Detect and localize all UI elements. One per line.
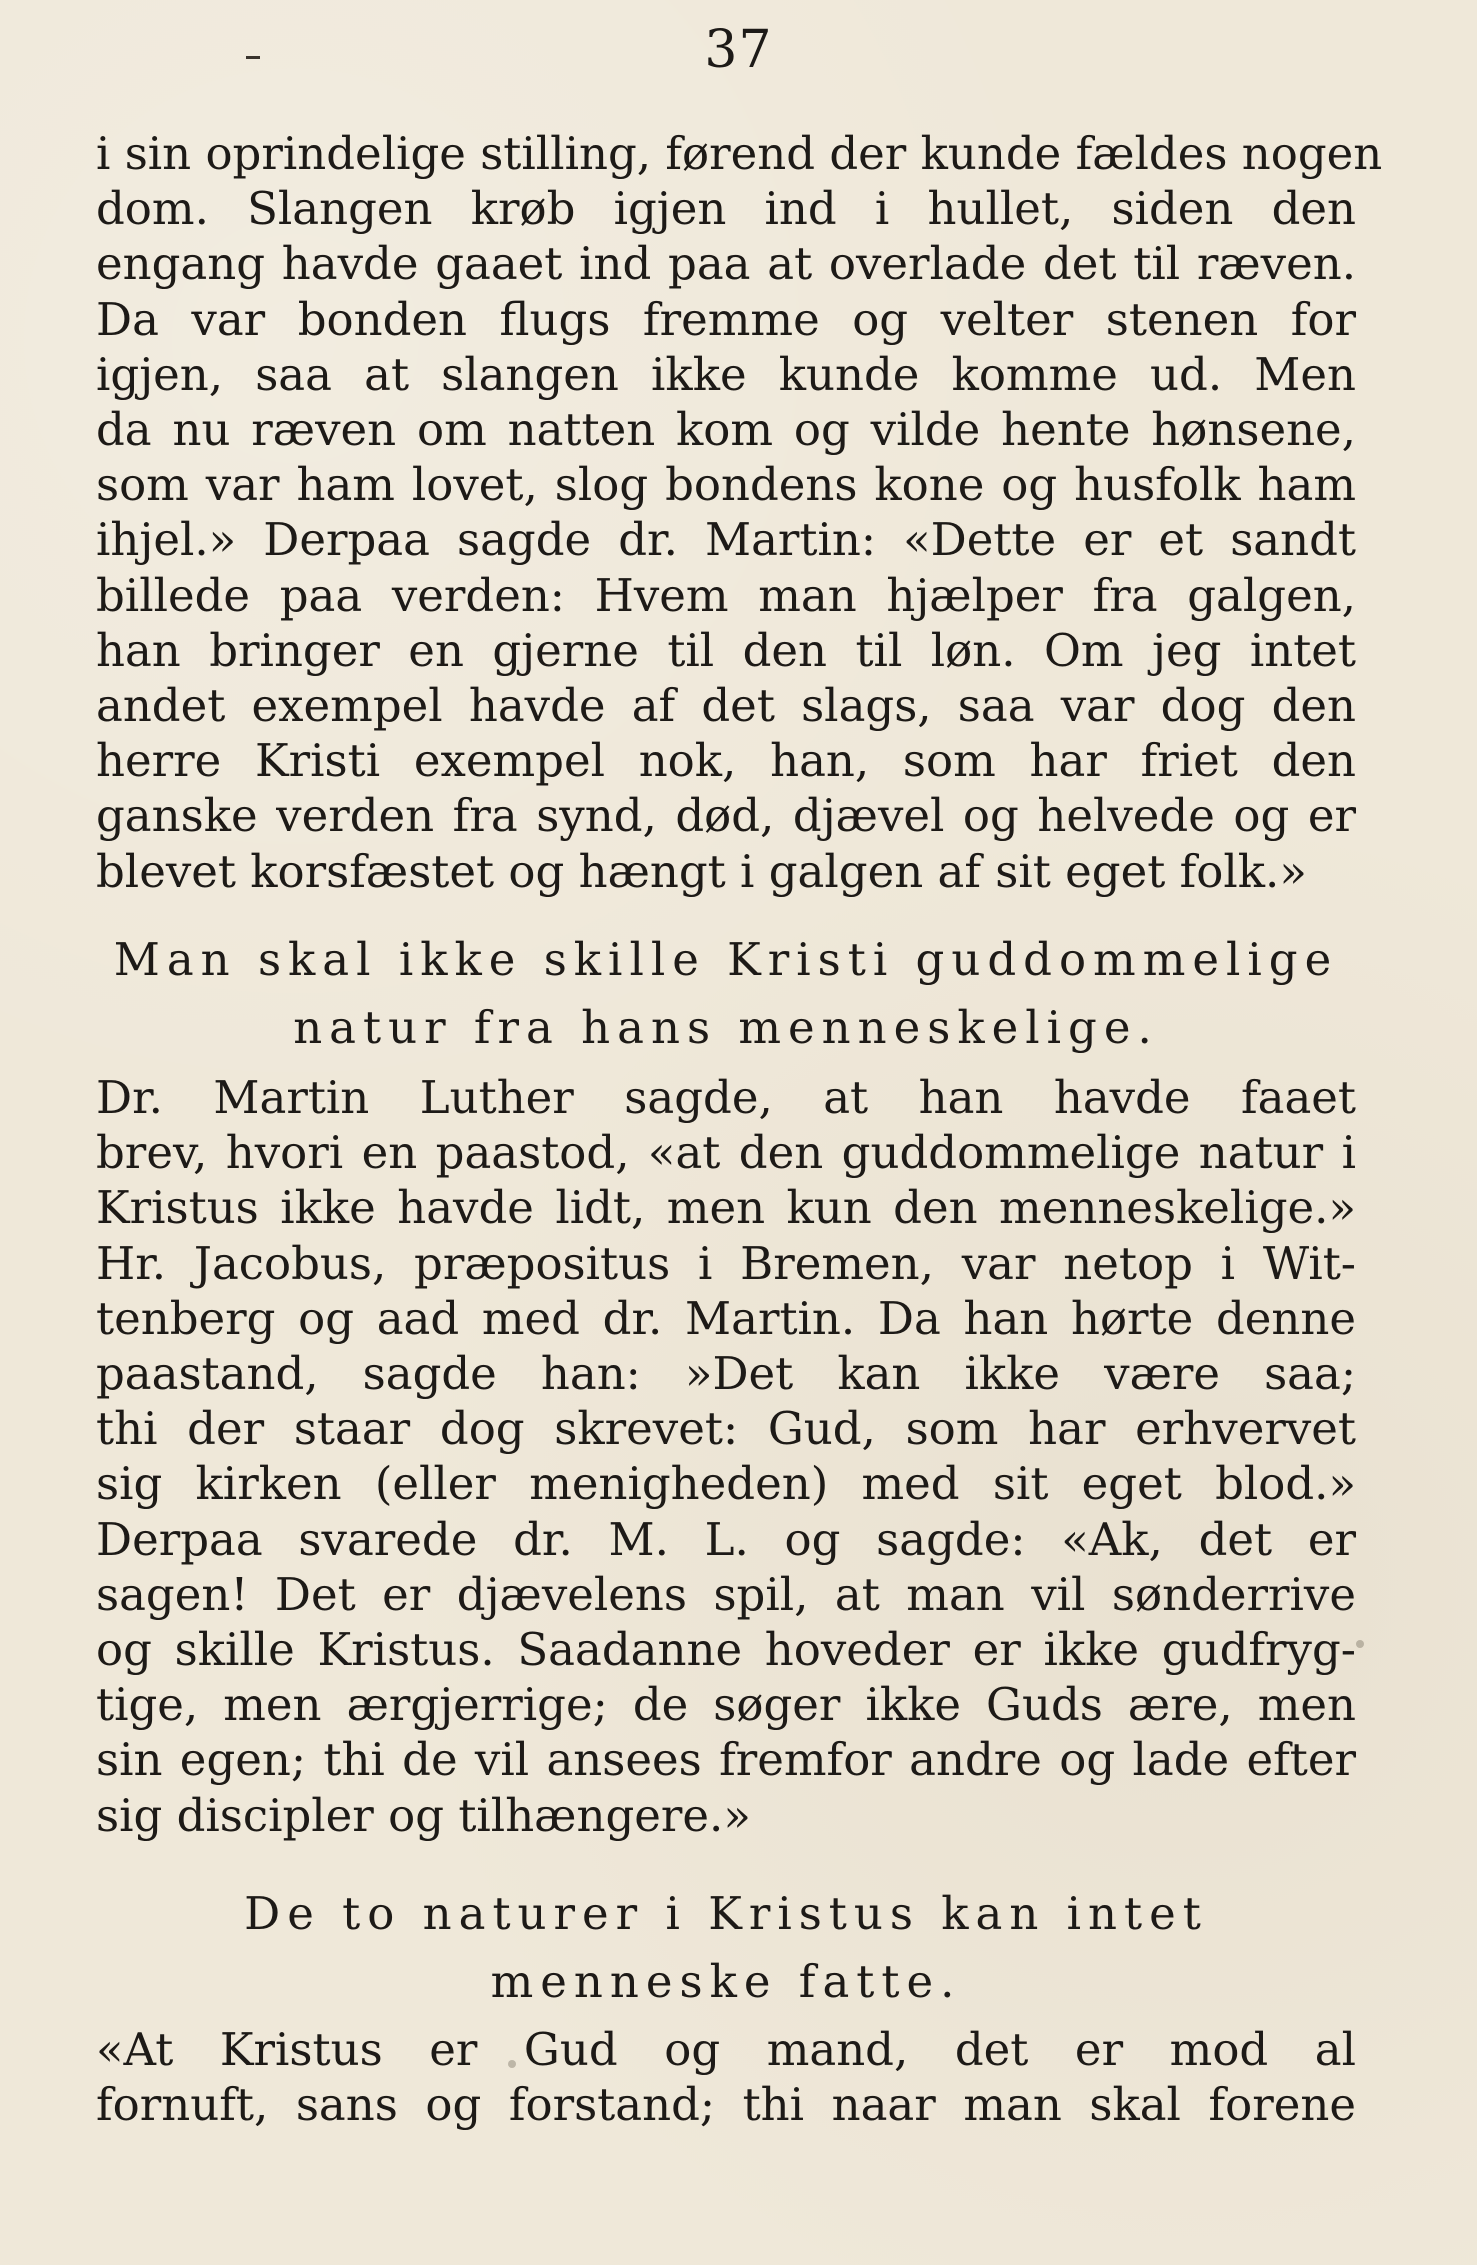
text-line: tenberg og aad med dr. Martin. Da han hørte denne <box>96 1291 1356 1345</box>
text-line: paastand, sagde han: »Det kan ikke være saa; <box>96 1347 1356 1401</box>
text-line: og skille Kristus. Saadanne hoveder er ikke gudfryg- <box>96 1623 1356 1677</box>
text-line: da nu ræven om natten kom og vilde hente hønsene, <box>96 403 1356 457</box>
text-line: sig kirken (eller menigheden) med sit eget blod.» <box>96 1457 1356 1511</box>
text-line: sagen! Det er djævelens spil, at man vil sønderrive <box>96 1567 1356 1621</box>
text-line: Da var bonden flugs fremme og velter stenen for <box>96 292 1356 346</box>
section-heading-guddommelige-natur <box>96 926 1356 1062</box>
text-line: andet exempel havde af det slags, saa var dog den <box>96 679 1356 733</box>
text-line: ihjel.» Derpaa sagde dr. Martin: «Dette er et sandt <box>96 513 1356 567</box>
page-number: 37 <box>704 20 773 80</box>
text-line: brev, hvori en paastod, «at den guddommelige natur i <box>96 1126 1356 1180</box>
heading-line: Man skal ikke skille Kristi guddommelige <box>113 933 1339 986</box>
text-line: Dr. Martin Luther sagde, at han havde faaet <box>96 1071 1356 1124</box>
paper-speck <box>1356 1640 1364 1648</box>
text-line: blevet korsfæstet og hængt i galgen af sit eget folk.» <box>96 844 1307 898</box>
text-line: thi der staar dog skrevet: Gud, som har erhvervet <box>96 1402 1356 1456</box>
text-line: ganske verden fra synd, død, djævel og helvede og er <box>96 789 1356 843</box>
heading-line: menneske fatte. <box>490 1955 962 2008</box>
paragraph-slangen-story <box>96 126 1383 899</box>
text-line: billede paa verden: Hvem man hjælper fra galgen, <box>96 568 1356 622</box>
text-line: han bringer en gjerne til den til løn. Om jeg intet <box>96 623 1356 677</box>
text-line: som var ham lovet, slog bondens kone og husfolk ham <box>96 458 1356 512</box>
text-line: engang havde gaaet ind paa at overlade det til ræven. <box>96 237 1356 291</box>
heading-line: De to naturer i Kristus kan intet <box>244 1887 1208 1940</box>
paragraph-luther-brev <box>96 1070 1356 1843</box>
text-line: «At Kristus er Gud og mand, det er mod al <box>96 2023 1356 2076</box>
text-line: tige, men ærgjerrige; de søger ikke Guds ære, men <box>96 1678 1356 1732</box>
text-line: fornuft, sans og forstand; thi naar man skal forene <box>96 2078 1356 2132</box>
text-line: Hr. Jacobus, præpositus i Bremen, var netop i Wit- <box>96 1236 1356 1290</box>
paragraph-kristus-gud-og-mand <box>96 2022 1356 2132</box>
text-line: herre Kristi exempel nok, han, som har friet den <box>96 734 1356 788</box>
text-line: sin egen; thi de vil ansees fremfor andre og lade efter <box>96 1733 1356 1787</box>
text-line: Kristus ikke havde lidt, men kun den menneskelige.» <box>96 1181 1356 1235</box>
text-line: Derpaa svarede dr. M. L. og sagde: «Ak, det er <box>96 1512 1356 1566</box>
paper-speck <box>508 2060 516 2068</box>
text-line: igjen, saa at slangen ikke kunde komme ud. Men <box>96 347 1356 401</box>
text-line: i sin oprindelige stilling, førend der kunde fældes nogen <box>96 127 1383 180</box>
heading-line: natur fra hans menneskelige. <box>293 1001 1159 1054</box>
text-line: sig discipler og tilhængere.» <box>96 1788 751 1842</box>
text-line: dom. Slangen krøb igjen ind i hullet, siden den <box>96 182 1356 236</box>
section-heading-to-naturer <box>96 1880 1356 2016</box>
